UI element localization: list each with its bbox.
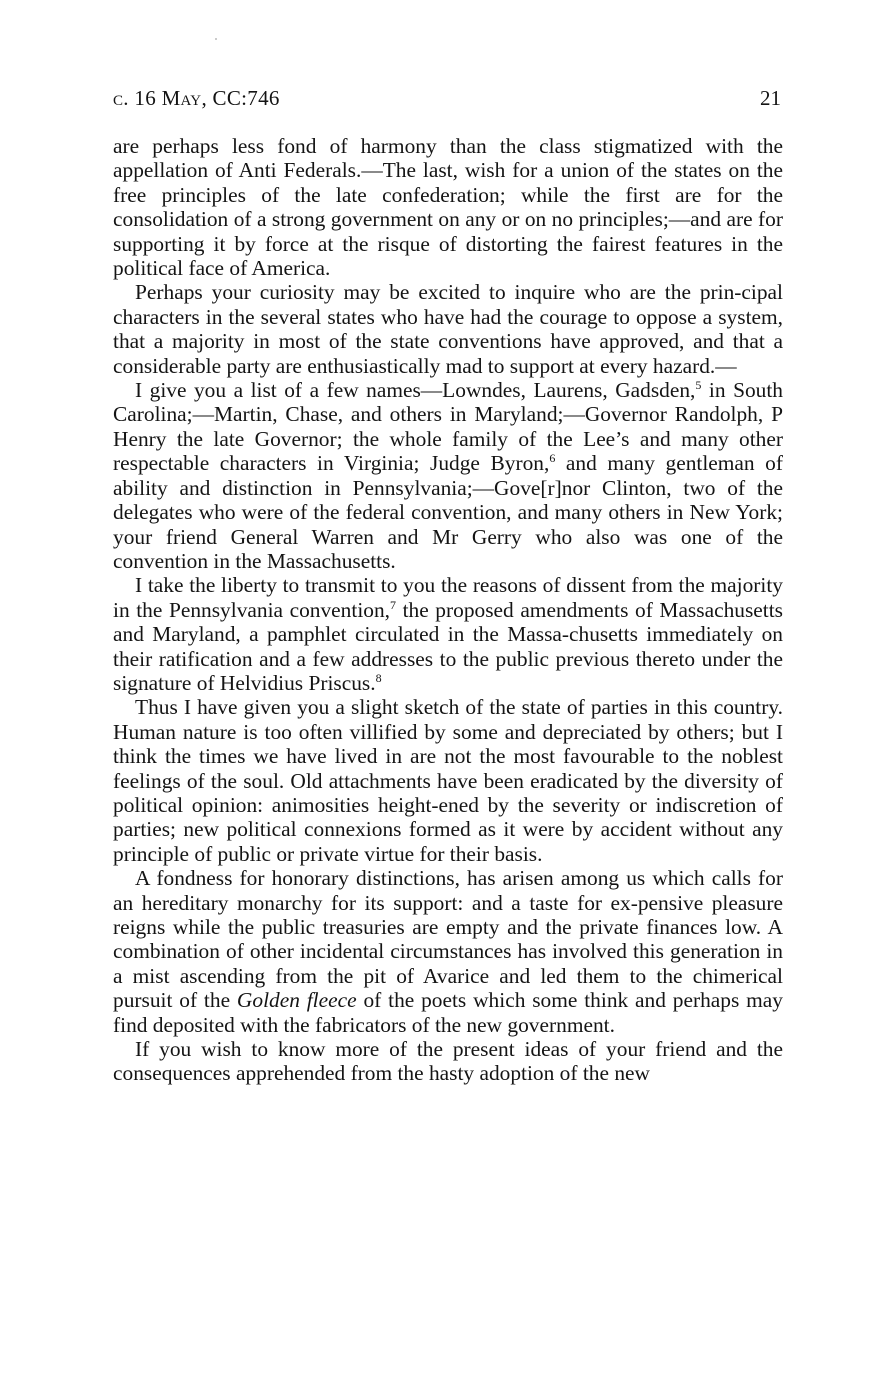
paragraph-text: Perhaps your curiosity may be excited to inquire who are the prin-cipal characters in the several states who have had the courage to oppose a system, that a majority in most of the state conventions have approved, and that a considerable party are enthusiastically mad to support at every hazard.—	[113, 280, 783, 378]
paragraph-text: If you wish to know more of the present ideas of your friend and the consequences apprehended from the hasty adoption of the new	[113, 1037, 783, 1086]
page-number: 21	[760, 86, 781, 110]
scan-speck	[215, 38, 217, 40]
paragraph	[113, 280, 783, 378]
running-head-citation: c. 16 May, CC:746	[113, 86, 280, 110]
paragraph	[113, 573, 783, 695]
footnote-ref: 7	[390, 597, 396, 612]
paragraph-text: and many gentleman of ability and distinction in Pennsylvania;—Gove[r]nor Clinton, two of the delegates who were of the federal convention, and many others in New York; your friend General Warren and Mr Gerry who also was one of the convention in the Massachusetts.	[113, 451, 783, 573]
footnote-ref: 6	[549, 451, 556, 466]
italic-text: Golden fleece	[236, 988, 357, 1013]
footnote-ref: 5	[695, 378, 702, 393]
paragraph	[113, 866, 783, 1037]
paragraph-text: Thus I have given you a slight sketch of the state of parties in this country. Human nature is too often villified by some and depreciated by others; but I think the times we have lived in are not the most favourable to the noblest feelings of the soul. Old attachments have been eradicated by the diversity of political opinion: animosities height-ened by the severity or indiscretion of parties; new political connexions formed as it were by accident without any principle of public or private virtue for their basis.	[113, 695, 783, 866]
paragraph-text: of the poets which some think and perhaps may find deposited with the fabricators of the new government.	[113, 988, 783, 1037]
body-text	[113, 134, 783, 1086]
paragraph-text: I take the liberty to transmit to you the reasons of dissent from the majority in the Pennsylvania convention,	[113, 573, 783, 622]
footnote-ref: 8	[375, 670, 382, 685]
book-page	[113, 80, 783, 1086]
paragraph-text: in South Carolina;—Martin, Chase, and others in Maryland;—Governor Randolph, P Henry the late Governor; the whole family of the Lee’s and many other respectable characters in Virginia; Judge Byron,	[113, 378, 783, 476]
paragraph-text: I give you a list of a few names—Lowndes, Laurens, Gadsden,	[135, 378, 696, 403]
paragraph-text: are perhaps less fond of harmony than the class stigmatized with the appellation of Anti Federals.—The last, wish for a union of the states on the free principles of the late confederation; while the first are for the consolidation of a strong government on any or on no principles;—and are for supporting it by force at the risque of distorting the fairest features in the political face of America.	[113, 134, 783, 281]
paragraph-text: A fondness for honorary distinctions, has arisen among us which calls for an hereditary monarchy for its support: and a taste for ex-pensive pleasure reigns while the public treasuries are empty and the private finances low. A combination of other incidental circumstances has involved this generation in a mist ascending from the pit of Avarice and led them to the chimerical pursuit of the	[113, 866, 783, 1013]
running-head	[113, 80, 783, 116]
paragraph-text: the proposed amendments of Massachusetts and Maryland, a pamphlet circulated in the Massa-chusetts immediately on their ratification and a few addresses to the public previous thereto under the signature of Helvidius Priscus.	[113, 597, 783, 695]
paragraph	[113, 695, 783, 866]
paragraph	[113, 134, 783, 280]
paragraph	[113, 378, 783, 573]
paragraph	[113, 1037, 783, 1086]
